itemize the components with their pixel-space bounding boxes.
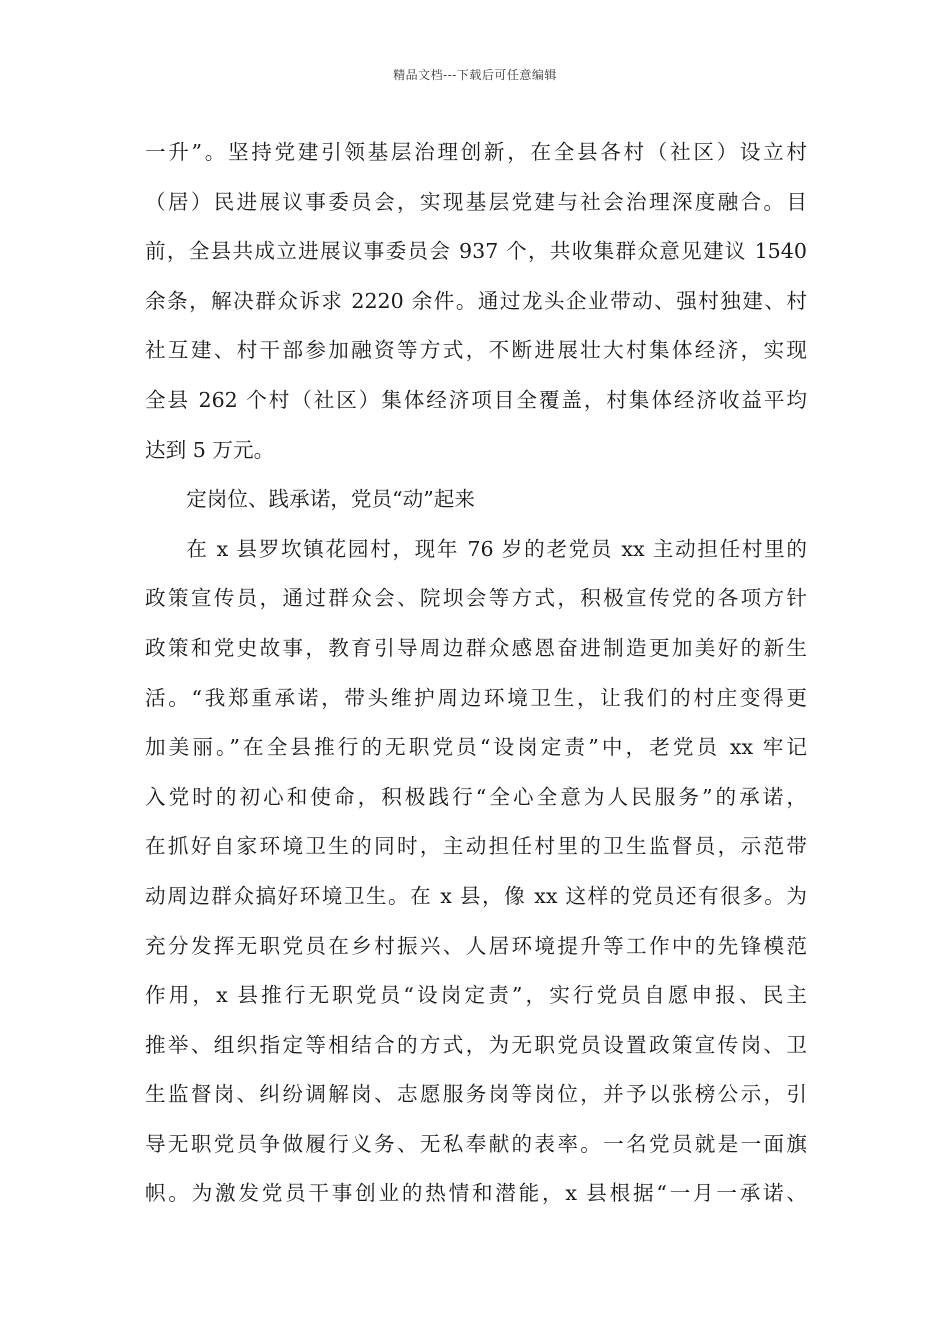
text-line: 在抓好自家环境卫生的同时，主动担任村里的卫生监督员，示范带	[145, 834, 807, 859]
paragraph-party-members	[145, 525, 807, 1219]
text-line: 政策和党史故事，教育引导周边群众感恩奋进制造更加美好的新生	[145, 635, 807, 660]
text-line: 帜。为激发党员干事创业的热情和潜能，x 县根据“一月一承诺、	[145, 1181, 807, 1206]
text-line: 加美丽。”在全县推行的无职党员“设岗定责”中，老党员 xx 牢记	[145, 735, 807, 760]
page-header: 精品文档---下载后可任意编辑	[393, 68, 557, 82]
text-line: 一升”。坚持党建引领基层治理创新，在全县各村（社区）设立村	[145, 140, 807, 164]
text-line: 导无职党员争做履行义务、无私奉献的表率。一名党员就是一面旗	[145, 1131, 807, 1156]
paragraph-economy	[145, 128, 807, 475]
section-heading	[145, 475, 807, 525]
text-line: 动周边群众搞好环境卫生。在 x 县，像 xx 这样的党员还有很多。为	[145, 883, 807, 908]
text-line: 入党时的初心和使命，积极践行“全心全意为人民服务”的承诺，	[145, 784, 807, 809]
text-line: 充分发挥无职党员在乡村振兴、人居环境提升等工作中的先锋模范	[145, 933, 807, 958]
text-line: 达到 5 万元。	[145, 437, 275, 462]
text-line: 在 x 县罗坎镇花园村，现年 76 岁的老党员 xx 主动担任村里的	[186, 536, 807, 561]
text-line: 作用，x 县推行无职党员“设岗定责”，实行党员自愿申报、民主	[145, 983, 807, 1008]
text-line: 生监督岗、纠纷调解岗、志愿服务岗等岗位，并予以张榜公示，引	[145, 1082, 807, 1107]
section-heading-text: 定岗位、践承诺，党员“动”起来	[186, 487, 475, 512]
text-line: （居）民进展议事委员会，实现基层党建与社会治理深度融合。目	[145, 189, 807, 214]
text-line: 政策宣传员，通过群众会、院坝会等方式，积极宣传党的各项方针	[145, 586, 807, 611]
text-line: 社互建、村干部参加融资等方式，不断进展壮大村集体经济，实现	[145, 338, 807, 363]
text-line: 推举、组织指定等相结合的方式，为无职党员设置政策宣传岗、卫	[145, 1032, 807, 1057]
document-body	[145, 128, 807, 1219]
text-line: 活。“我郑重承诺，带头维护周边环境卫生，让我们的村庄变得更	[145, 685, 807, 710]
text-line: 余条，解决群众诉求 2220 余件。通过龙头企业带动、强村独建、村	[145, 288, 807, 313]
text-line: 前，全县共成立进展议事委员会 937 个，共收集群众意见建议 1540	[145, 239, 807, 264]
text-line: 全县 262 个村（社区）集体经济项目全覆盖，村集体经济收益平均	[145, 387, 807, 412]
